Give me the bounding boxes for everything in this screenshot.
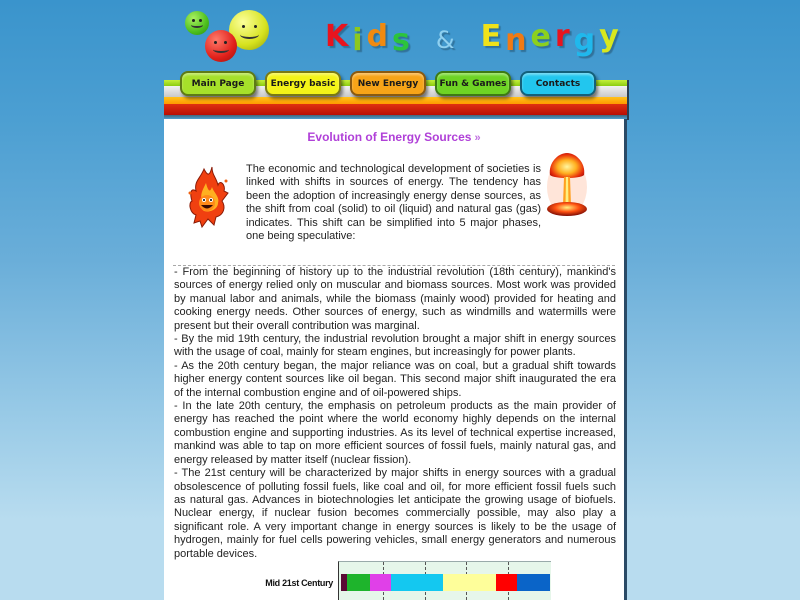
body-text (174, 266, 616, 561)
red-smiley-icon (205, 30, 237, 62)
bar-segment (391, 574, 443, 591)
nav-contacts[interactable]: Contacts (520, 71, 596, 96)
mushroom-cloud-icon (544, 149, 590, 221)
nav-fun-games[interactable]: Fun & Games (435, 71, 511, 96)
nav-main-page[interactable]: Main Page (180, 71, 256, 96)
site-title (325, 14, 623, 58)
page-title-text: Evolution of Energy Sources (307, 130, 472, 144)
smiley-logo (185, 8, 275, 63)
title-letter: E (480, 19, 506, 54)
title-letter: r (554, 19, 574, 54)
bar-segment (443, 574, 495, 591)
title-letter: e (530, 19, 555, 54)
page-title (164, 130, 624, 144)
title-letter: y (599, 19, 623, 54)
chart-plot-area (338, 561, 551, 600)
bar-segment (370, 574, 391, 591)
title-letter: & (435, 26, 459, 54)
title-letter: g (573, 23, 600, 58)
paragraph-late-20th-century: - In the late 20th century, the emphasis on petroleum products as the main provider of energy has reached the point where the world economy highly depends on the internal combustion engine and supporting industries. As its level of technical expertise increased, mankind was able to tap on more efficient sources of fossil fuels, mainly natural gas, and energy released by matter itself (nuclear fission). (174, 400, 616, 466)
content-panel (164, 119, 627, 600)
double-chevron-right-icon: » (474, 132, 481, 144)
nav-edge-shadow (627, 80, 629, 120)
paragraph-preindustrial: - From the beginning of history up to the industrial revolution (18th century), mankind's sources of energy relied only on muscular and biomass sources. Most work was provided by manual labor and animals, while the biomass (mainly wood) provided for heating and cooking energy needs. Other sources of energy, such as windmills and watermills were present but their overall contribution was marginal. (174, 266, 616, 332)
green-smiley-icon (185, 11, 209, 35)
title-letter: d (366, 19, 393, 54)
title-letter: i (352, 23, 367, 58)
nav-new-energy[interactable]: New Energy (350, 71, 426, 96)
stacked-bar (341, 574, 550, 591)
energy-mix-chart (254, 557, 554, 600)
fire-mascot-icon (182, 163, 232, 233)
paragraph-21st-century: - The 21st century will be characterized by major shifts in energy sources with a gradual obsolescence of polluting fossil fuels, like coal and oil, for more efficient fossil fuels such as natural gas. Advances in biotechnologies let anticipate the growing usage of biofuels. Nuclear energy, if nuclear fusion becomes commercially possible, may also play a significant role. A very important change in energy sources is likely to be the usage of hydrogen, mainly for fuel cells powering vehicles, small energy generators and numerous portable devices. (174, 467, 616, 560)
bar-segment (347, 574, 370, 591)
paragraph-early-20th-century: - As the 20th century began, the major reliance was on coal, but a gradual shift towards higher energy content sources like oil began. This second major shift inaugurated the era of the internal combustion engine and of oil-powered ships. (174, 359, 616, 399)
title-letter: K (325, 19, 353, 54)
bar-segment (517, 574, 550, 591)
title-letter: n (505, 23, 531, 58)
title-letter: s (392, 23, 414, 58)
bar-segment (496, 574, 517, 591)
nav-energy-basic[interactable]: Energy basic (265, 71, 341, 96)
main-navigation (179, 71, 599, 99)
stripe-red (164, 104, 627, 115)
paragraph-19th-century: - By the mid 19th century, the industrial revolution brought a major shift in energy sources with the usage of coal, mainly for steam engines, but increasingly for power plants. (174, 333, 616, 359)
intro-paragraph: The economic and technological development of societies is linked with shifts in sources of energy. The tendency has been the adoption of increasingly energy dense sources, as the shift from coal (solid) to oil (liquid) and natural gas (gas) indicates. This shift can be simplified into 5 major phases, one being speculative: (246, 163, 541, 243)
chart-category-label: Mid 21st Century (265, 578, 333, 588)
